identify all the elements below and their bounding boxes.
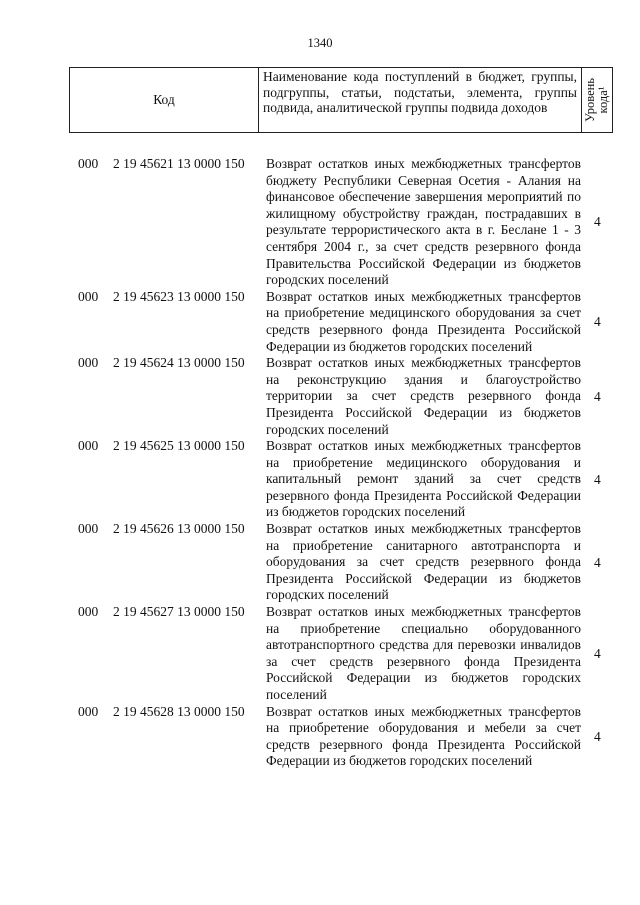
table-header: [69, 67, 613, 133]
revenue-name: Возврат остатков иных межбюджетных трансфертов на приобретение медицинского оборудования и капитальный ремонт зданий за счет средств резервного фонда Президента Российской Федерации из бюджетов городских поселений: [266, 438, 581, 520]
revenue-name: Возврат остатков иных межбюджетных трансфертов бюджету Республики Северная Осетия - Алания на финансовое обеспечение завершения мероприятий по жилищному обустройству граждан, пострадавших в результате террористического акта в г. Беслане 1 - 3 сентября 2004 г., за счет средств резервного фонда Правительства Российской Федерации из бюджетов городских поселений: [266, 156, 581, 288]
code-level: 4: [594, 728, 601, 744]
level-column-header: [582, 68, 612, 132]
revenue-code: 2 19 45621 13 0000 150: [113, 156, 245, 171]
revenue-code: 2 19 45626 13 0000 150: [113, 521, 245, 537]
level-column-label: Уровень кода¹: [583, 77, 610, 123]
code-level: 4: [594, 388, 601, 404]
revenue-name: Возврат остатков иных межбюджетных трансфертов на реконструкцию здания и благоустройство территории за счет средств резервного фонда Президента Российской Федерации из бюджетов городских поселений: [266, 355, 581, 437]
revenue-name: Возврат остатков иных межбюджетных трансфертов на приобретение специально оборудованного автотранспортного средства для перевозки инвалидов за счет средств резервного фонда Президента Российской Федерации из бюджетов городских поселений: [266, 604, 581, 702]
table-row: [0, 289, 640, 355]
revenue-code: 2 19 45625 13 0000 150: [113, 438, 245, 454]
admin-code: 000: [78, 438, 99, 454]
revenue-code: 2 19 45624 13 0000 150: [113, 355, 245, 371]
code-column-header: Код: [70, 68, 259, 132]
name-column-header: Наименование кода поступлений в бюджет, группы, подгруппы, статьи, подстатьи, элемента, группы подвида, аналитической группы подвида доходов: [259, 68, 582, 132]
table-row: [0, 704, 640, 770]
revenue-name: Возврат остатков иных межбюджетных трансфертов на приобретение оборудования и мебели за счет средств резервного фонда Президента Российской Федерации из бюджетов городских поселений: [266, 703, 581, 769]
revenue-code: 2 19 45628 13 0000 150: [113, 703, 245, 719]
code-level: 4: [594, 471, 601, 487]
code-level: 4: [594, 313, 601, 329]
revenue-name: Возврат остатков иных межбюджетных трансфертов на приобретение санитарного автотранспорта и оборудования за счет средств резервного фонда Президента Российской Федерации из бюджетов городских поселений: [266, 521, 581, 603]
code-level: 4: [594, 214, 601, 230]
page-number: 1340: [307, 36, 333, 50]
code-list: [0, 156, 640, 770]
admin-code: 000: [78, 355, 99, 371]
revenue-code: 2 19 45623 13 0000 150: [113, 288, 245, 304]
table-row: [0, 521, 640, 604]
admin-code: 000: [78, 288, 99, 304]
admin-code: 000: [78, 521, 99, 537]
table-row: [0, 604, 640, 704]
code-level: 4: [594, 645, 601, 661]
revenue-code: 2 19 45627 13 0000 150: [113, 604, 245, 620]
table-row: [0, 156, 640, 289]
code-level: 4: [594, 554, 601, 570]
admin-code: 000: [78, 703, 99, 719]
revenue-name: Возврат остатков иных межбюджетных трансфертов на приобретение медицинского оборудования за счет средств резервного фонда Президента Российской Федерации из бюджетов городских поселений: [266, 288, 581, 354]
admin-code: 000: [78, 156, 99, 171]
table-row: [0, 355, 640, 438]
admin-code: 000: [78, 604, 99, 620]
table-row: [0, 438, 640, 521]
